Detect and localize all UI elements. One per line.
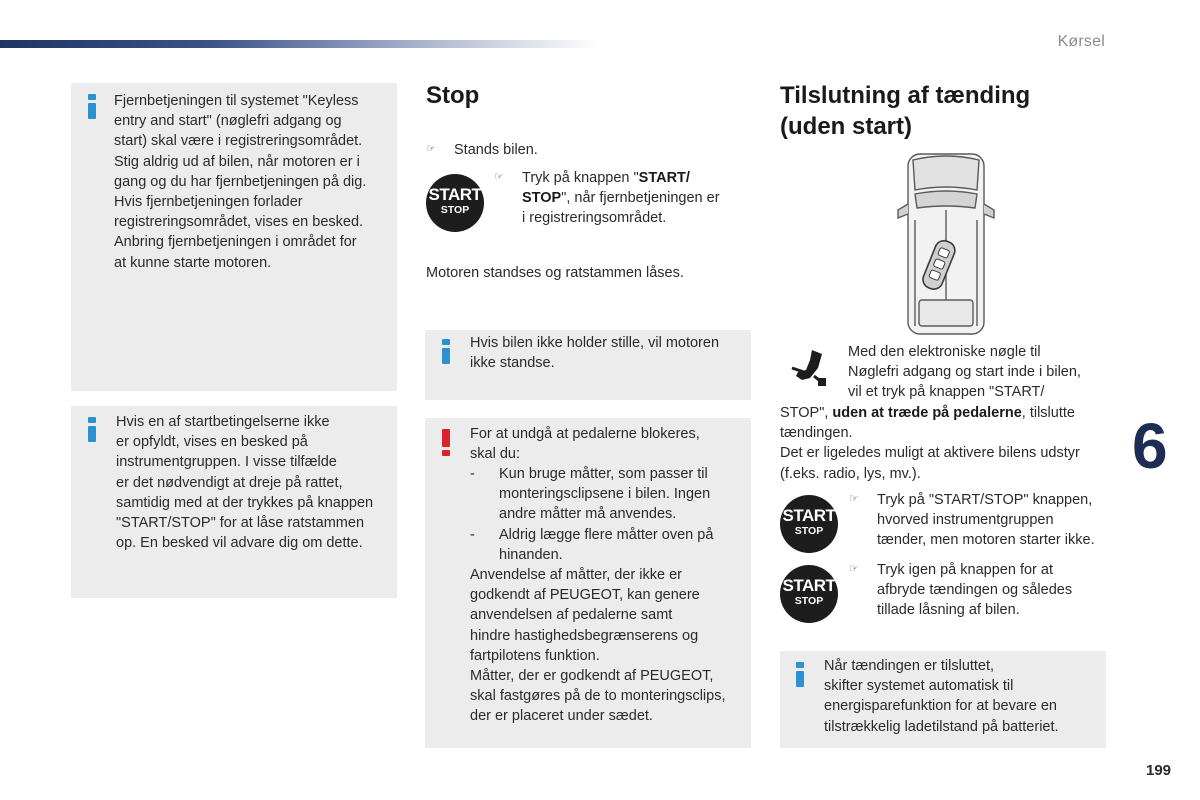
step-bullet-icon: ☞ — [849, 493, 859, 505]
info-text: Når tændingen er tilsluttet, skifter systemet automatisk til energisparefunktion for at bevare en tilstrækkelig ladetilstand på batteriet. — [824, 658, 1059, 735]
result-text: Motoren standses og ratstammen låses. — [426, 265, 684, 281]
info-box-vehicle-moving — [425, 330, 751, 400]
ignition-intro-cont: STOP", uden at træde på pedalerne, tilslutte tændingen. Det er ligeledes muligt at aktivere bilens udstyr (f.eks. radio, lys, mv.). — [780, 405, 1080, 482]
chapter-number: 6 — [1132, 410, 1168, 482]
step-ignition-on: Tryk på "START/STOP" knappen, hvorved instrumentgruppen tænder, men motoren starter ikke. — [877, 492, 1095, 549]
ignition-intro: Med den elektroniske nøgle til Nøglefri adgang og start inde i bilen, vil et tryk på knappen "START/ — [848, 344, 1081, 401]
warning-list-item: - — [470, 527, 475, 543]
info-text: Fjernbetjeningen til systemet "Keyless entry and start" (nøglefri adgang og start) skal være i registreringsområdet. Stig aldrig ud af bilen, når motoren er i gang og du har fjernbetjeningen på dig. Hvis fjernbetjeningen forlader registreringsområdet, vises en besked. Anbring fjernbetjeningen i området for at kunne starte motoren. — [114, 93, 367, 271]
info-icon — [88, 417, 96, 442]
no-pedal-foot-icon — [788, 346, 830, 388]
info-icon — [796, 662, 804, 687]
info-box-energy-saving — [780, 651, 1106, 748]
step-bullet-icon: ☞ — [494, 171, 504, 183]
start-stop-button-icon: START STOP — [780, 495, 838, 553]
section-label: Kørsel — [1057, 33, 1105, 50]
warning-text: For at undgå at pedalerne blokeres, skal du: — [470, 426, 700, 463]
start-stop-button-icon: START STOP — [780, 565, 838, 623]
info-box-keyless — [71, 83, 397, 391]
step-ignition-off: Tryk igen på knappen for at afbryde tændingen og således tillade låsning af bilen. — [877, 562, 1073, 619]
warning-icon — [442, 429, 450, 455]
start-stop-button-icon: START STOP — [426, 174, 484, 232]
info-text: Hvis bilen ikke holder stille, vil motoren ikke standse. — [470, 335, 720, 372]
step-press-start-stop: Tryk på knappen "START/ STOP", når fjernbetjeningen er i registreringsområdet. — [522, 170, 720, 227]
heading-stop: Stop — [426, 82, 480, 109]
heading-ignition-on: Tilslutning af tænding (uden start) — [780, 82, 1031, 140]
header-gradient-bar — [0, 40, 600, 48]
car-top-view-illustration — [895, 150, 997, 338]
warning-text-tail: Anvendelse af måtter, der ikke er godkendt af PEUGEOT, kan genere anvendelsen af pedalerne samt hindre hastighedsbegrænserens og fartpilotens funktion. Måtter, der er godkendt af PEUGEOT, skal fastgøres på de to monteringsclips, der er placeret under sædet. — [470, 567, 726, 725]
info-box-start-conditions — [71, 406, 397, 598]
warning-box-floor-mats — [425, 418, 751, 748]
step-bullet-icon: ☞ — [849, 563, 859, 575]
warning-list-item-text: Aldrig lægge flere måtter oven på hinanden. — [499, 527, 714, 564]
info-icon — [88, 94, 96, 119]
warning-list-item: - — [470, 466, 475, 482]
step-stop-vehicle: Stands bilen. — [454, 142, 538, 158]
warning-list-item-text: Kun bruge måtter, som passer til monteringsclipsene i bilen. Ingen andre måtter må anvendes. — [499, 466, 711, 523]
page-number: 199 — [1146, 762, 1172, 779]
info-icon — [442, 339, 450, 364]
info-text: Hvis en af startbetingelserne ikke er opfyldt, vises en besked på instrumentgruppen. I visse tilfælde er det nødvendigt at dreje på rattet, samtidig med at der trykkes på knappen "START/STOP" for at låse ratstammen op. En besked vil advare dig om dette. — [116, 414, 374, 552]
step-bullet-icon: ☞ — [426, 143, 436, 155]
